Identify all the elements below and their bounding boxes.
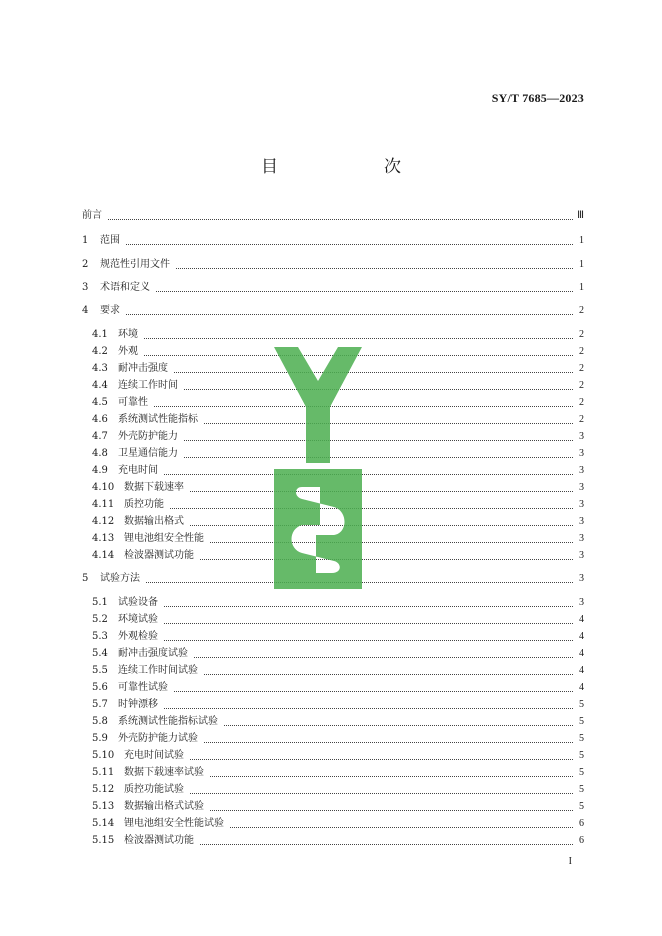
toc-entry-label: 数据下载速率 [124, 482, 184, 493]
toc-entry-label: 系统测试性能指标 [118, 414, 198, 425]
toc-entry-number: 5.8 [92, 716, 108, 727]
toc-entry[interactable] [82, 328, 584, 342]
toc-entry-number: 5.9 [92, 733, 108, 744]
toc-entry-page: 4 [579, 631, 584, 642]
toc-entry-page: 4 [579, 614, 584, 625]
toc-dot-leader [224, 724, 573, 726]
toc-entry[interactable] [82, 613, 584, 627]
toc-entry-number: 5.12 [92, 784, 115, 795]
toc-entry-label: 检波器测试功能 [124, 835, 194, 846]
watermark-logo [272, 347, 364, 589]
toc-entry[interactable] [82, 281, 584, 295]
toc-dot-leader [164, 622, 573, 624]
toc-entry-page: 6 [579, 818, 584, 829]
toc-entry-page: 5 [579, 716, 584, 727]
toc-dot-leader [164, 605, 573, 607]
toc-entry-number: 4.3 [92, 363, 108, 374]
toc-entry[interactable] [82, 209, 584, 223]
toc-entry-number: 4.8 [92, 448, 108, 459]
toc-entry-page: 2 [579, 329, 584, 340]
toc-entry-label: 连续工作时间 [118, 380, 178, 391]
toc-entry[interactable] [82, 647, 584, 661]
toc-entry-label: 外观 [118, 346, 138, 357]
toc-entry-number: 4.9 [92, 465, 108, 476]
toc-entry[interactable] [82, 817, 584, 831]
toc-entry-page: 2 [579, 305, 584, 316]
toc-entry-number: 5.3 [92, 631, 108, 642]
toc-entry[interactable] [82, 258, 584, 272]
toc-dot-leader [204, 673, 573, 675]
toc-entry[interactable] [82, 596, 584, 610]
toc-dot-leader [126, 313, 573, 315]
toc-entry-number: 4.13 [92, 533, 115, 544]
toc-entry-page: 5 [579, 767, 584, 778]
toc-entry-page: 5 [579, 784, 584, 795]
toc-entry-page: 2 [579, 380, 584, 391]
toc-entry-number: 5.13 [92, 801, 115, 812]
toc-entry-number: 2 [82, 259, 89, 270]
toc-entry-number: 4.11 [92, 499, 115, 510]
toc-entry[interactable] [82, 681, 584, 695]
toc-entry-page: 4 [579, 665, 584, 676]
toc-dot-leader [210, 541, 573, 543]
toc-entry[interactable] [82, 834, 584, 848]
toc-entry-label: 锂电池组安全性能 [124, 533, 204, 544]
toc-entry-number: 4.5 [92, 397, 108, 408]
toc-dot-leader [164, 707, 573, 709]
toc-dot-leader [190, 490, 573, 492]
toc-dot-leader [194, 656, 573, 658]
toc-entry-label: 试验方法 [100, 573, 140, 584]
toc-entry-page: 3 [579, 573, 584, 584]
toc-entry-page: 2 [579, 363, 584, 374]
toc-entry-page: 2 [579, 414, 584, 425]
toc-entry[interactable] [82, 234, 584, 248]
toc-entry-label: 外壳防护能力试验 [118, 733, 198, 744]
toc-entry-label: 规范性引用文件 [100, 259, 170, 270]
toc-entry-page: 1 [579, 235, 584, 246]
watermark-y-shape [274, 347, 362, 463]
toc-entry-number: 4.2 [92, 346, 108, 357]
toc-entry-number: 5.1 [92, 597, 108, 608]
toc-dot-leader [164, 639, 573, 641]
toc-entry-page: 3 [579, 482, 584, 493]
toc-entry-label: 范围 [100, 235, 120, 246]
toc-entry-number: 5.6 [92, 682, 108, 693]
toc-entry[interactable] [82, 304, 584, 318]
toc-entry-page: 2 [579, 346, 584, 357]
toc-entry-page: 4 [579, 648, 584, 659]
toc-entry-number: 5.15 [92, 835, 115, 846]
toc-entry-page: 3 [579, 597, 584, 608]
toc-entry-page: 6 [579, 835, 584, 846]
toc-entry-number: 4.1 [92, 329, 108, 340]
toc-entry-label: 术语和定义 [100, 282, 150, 293]
toc-entry-label: 环境试验 [118, 614, 158, 625]
toc-dot-leader [174, 371, 573, 373]
toc-dot-leader [184, 456, 573, 458]
toc-entry-page: 5 [579, 733, 584, 744]
toc-dot-leader [126, 243, 573, 245]
toc-entry-number: 4.14 [92, 550, 115, 561]
toc-dot-leader [210, 775, 573, 777]
toc-entry-page: 5 [579, 699, 584, 710]
toc-entry-label: 时钟漂移 [118, 699, 158, 710]
toc-entry-number: 5.4 [92, 648, 108, 659]
standard-code: SY/T 7685—2023 [491, 91, 584, 105]
toc-entry-number: 4.4 [92, 380, 108, 391]
toc-entry-label: 可靠性试验 [118, 682, 168, 693]
toc-entry-label: 要求 [100, 305, 120, 316]
toc-entry-label: 外壳防护能力 [118, 431, 178, 442]
toc-entry-number: 5.2 [92, 614, 108, 625]
toc-dot-leader [184, 388, 573, 390]
toc-entry[interactable] [82, 664, 584, 678]
toc-entry-page: 3 [579, 465, 584, 476]
toc-dot-leader [210, 809, 573, 811]
toc-entry-number: 5.11 [92, 767, 115, 778]
toc-dot-leader [170, 507, 573, 509]
toc-entry-label: 质控功能 [124, 499, 164, 510]
toc-entry-page: 3 [579, 431, 584, 442]
toc-entry-label: 充电时间 [118, 465, 158, 476]
toc-entry-number: 5 [82, 573, 89, 584]
toc-entry-page: 3 [579, 533, 584, 544]
toc-entry-number: 3 [82, 282, 89, 293]
toc-entry-number: 4.6 [92, 414, 108, 425]
toc-dot-leader [190, 792, 573, 794]
toc-entry-page: 1 [579, 282, 584, 293]
toc-entry-page: 2 [579, 397, 584, 408]
toc-entry-number: 5.5 [92, 665, 108, 676]
toc-dot-leader [174, 690, 573, 692]
toc-entry[interactable] [82, 698, 584, 712]
toc-entry-page: 3 [579, 448, 584, 459]
toc-entry-page: 3 [579, 516, 584, 527]
toc-entry-number: 4 [82, 305, 89, 316]
toc-dot-leader [108, 218, 573, 220]
toc-entry[interactable] [82, 800, 584, 814]
toc-entry-label: 数据输出格式 [124, 516, 184, 527]
toc-entry-label: 检波器测试功能 [124, 550, 194, 561]
toc-entry-number: 1 [82, 235, 89, 246]
toc-entry-number: 5.14 [92, 818, 115, 829]
toc-entry-number: 4.10 [92, 482, 115, 493]
toc-entry[interactable] [82, 732, 584, 746]
toc-entry-label: 可靠性 [118, 397, 148, 408]
toc-dot-leader [200, 558, 573, 560]
toc-dot-leader [184, 439, 573, 441]
toc-entry-page: 4 [579, 682, 584, 693]
page-number: I [568, 856, 572, 867]
toc-dot-leader [176, 267, 573, 269]
toc-entry-number: 4.7 [92, 431, 108, 442]
toc-entry-label: 环境 [118, 329, 138, 340]
toc-dot-leader [164, 473, 573, 475]
toc-entry-page: 3 [579, 499, 584, 510]
toc-entry-page: 5 [579, 801, 584, 812]
toc-dot-leader [156, 290, 573, 292]
toc-entry-page: 3 [579, 550, 584, 561]
toc-entry-label: 连续工作时间试验 [118, 665, 198, 676]
watermark-s-shape [274, 469, 362, 589]
toc-dot-leader [230, 826, 573, 828]
toc-entry[interactable] [82, 766, 584, 780]
toc-entry[interactable] [82, 749, 584, 763]
toc-dot-leader [144, 337, 573, 339]
toc-entry-label: 卫星通信能力 [118, 448, 178, 459]
toc-entry-label: 质控功能试验 [124, 784, 184, 795]
toc-entry[interactable] [82, 783, 584, 797]
toc-dot-leader [204, 741, 573, 743]
toc-dot-leader [200, 843, 573, 845]
toc-entry-page: Ⅲ [577, 210, 584, 221]
toc-dot-leader [190, 524, 573, 526]
toc-entry-number: 5.10 [92, 750, 115, 761]
toc-entry-label: 系统测试性能指标试验 [118, 716, 218, 727]
toc-entry-label: 试验设备 [118, 597, 158, 608]
toc-entry-number: 5.7 [92, 699, 108, 710]
toc-entry-label: 锂电池组安全性能试验 [124, 818, 224, 829]
toc-entry-label: 充电时间试验 [124, 750, 184, 761]
toc-dot-leader [190, 758, 573, 760]
toc-entry-label: 数据输出格式试验 [124, 801, 204, 812]
page-title: 目 次 [261, 157, 425, 177]
toc-entry-label: 数据下载速率试验 [124, 767, 204, 778]
toc-entry[interactable] [82, 715, 584, 729]
toc-entry-page: 1 [579, 259, 584, 270]
toc-entry-label: 前言 [82, 210, 102, 221]
toc-dot-leader [204, 422, 573, 424]
toc-entry-label: 耐冲击强度 [118, 363, 168, 374]
toc-entry-number: 4.12 [92, 516, 115, 527]
toc-entry-label: 外观检验 [118, 631, 158, 642]
toc-entry-page: 5 [579, 750, 584, 761]
toc-entry[interactable] [82, 630, 584, 644]
toc-entry-label: 耐冲击强度试验 [118, 648, 188, 659]
